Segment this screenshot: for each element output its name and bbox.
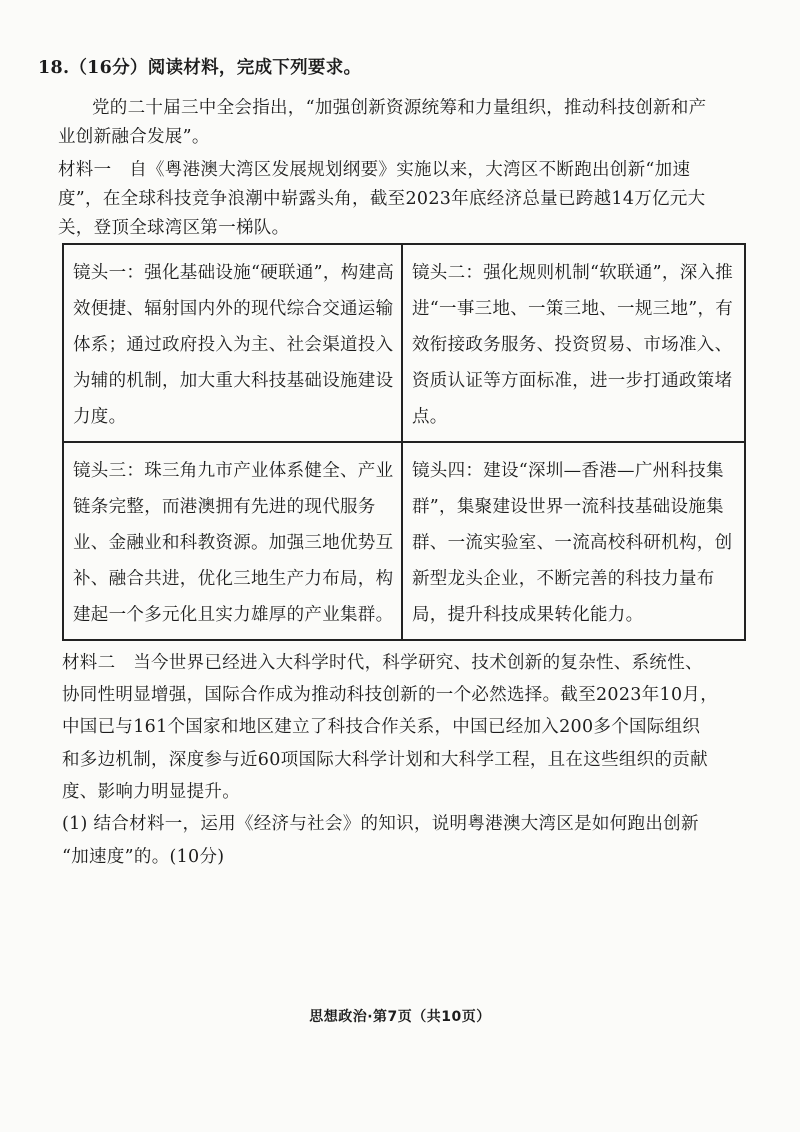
material1-line-3: 关，登顶全球湾区第一梯队。: [58, 218, 290, 238]
shot-4-cell: 镜头四：建设“深圳—香港—广州科技集群”，集聚建设世界一流科技基础设施集群、一流实验室、一流高校科研机构，创新型龙头企业，不断完善的科技力量布局，提升科技成果转化能力。: [402, 442, 745, 640]
material1-line-1: 材料一 自《粤港澳大湾区发展规划纲要》实施以来，大湾区不断跑出创新“加速: [58, 160, 691, 180]
shot-2-cell: 镜头二：强化规则机制“软联通”，深入推进“一事三地、一策三地、一规三地”，有效衔接政务服务、投资贸易、市场准入、资质认证等方面标准，进一步打通政策堵点。: [402, 244, 745, 442]
material2-line-5: 度、影响力明显提升。: [62, 782, 240, 802]
intro-line-1: 党的二十届三中全会指出，“加强创新资源统筹和力量组织，推动科技创新和产: [92, 98, 707, 118]
material2-line-3: 中国已与161个国家和地区建立了科技合作关系，中国已经加入200多个国际组织: [62, 717, 701, 737]
material2-line-4: 和多边机制，深度参与近60项国际大科学计划和大科学工程，且在这些组织的贡献: [62, 750, 708, 770]
material2-line-1: 材料二 当今世界已经进入大科学时代，科学研究、技术创新的复杂性、系统性、: [62, 653, 703, 673]
material1-line-2: 度”，在全球科技竞争浪潮中崭露头角，截至2023年底经济总量已跨越14万亿元大: [58, 189, 706, 209]
page-footer: 思想政治·第7页（共10页）: [309, 1009, 491, 1025]
material1-table: [62, 243, 746, 641]
intro-line-2: 业创新融合发展”。: [58, 127, 210, 147]
material2-line-2: 协同性明显增强，国际合作成为推动科技创新的一个必然选择。截至2023年10月，: [62, 685, 719, 705]
question-header: 18.（16分）阅读材料，完成下列要求。: [38, 58, 362, 78]
subquestion-line-2: “加速度”的。(10分): [62, 847, 225, 867]
shot-3-cell: 镜头三：珠三角九市产业体系健全、产业链条完整，而港澳拥有先进的现代服务业、金融业和科教资源。加强三地优势互补、融合共进，优化三地生产力布局，构建起一个多元化且实力雄厚的产业集群。: [63, 442, 402, 640]
shot-1-cell: 镜头一：强化基础设施“硬联通”，构建高效便捷、辐射国内外的现代综合交通运输体系；通过政府投入为主、社会渠道投入为辅的机制，加大重大科技基础设施建设力度。: [63, 244, 402, 442]
subquestion-line-1: (1) 结合材料一，运用《经济与社会》的知识，说明粤港澳大湾区是如何跑出创新: [62, 814, 699, 834]
